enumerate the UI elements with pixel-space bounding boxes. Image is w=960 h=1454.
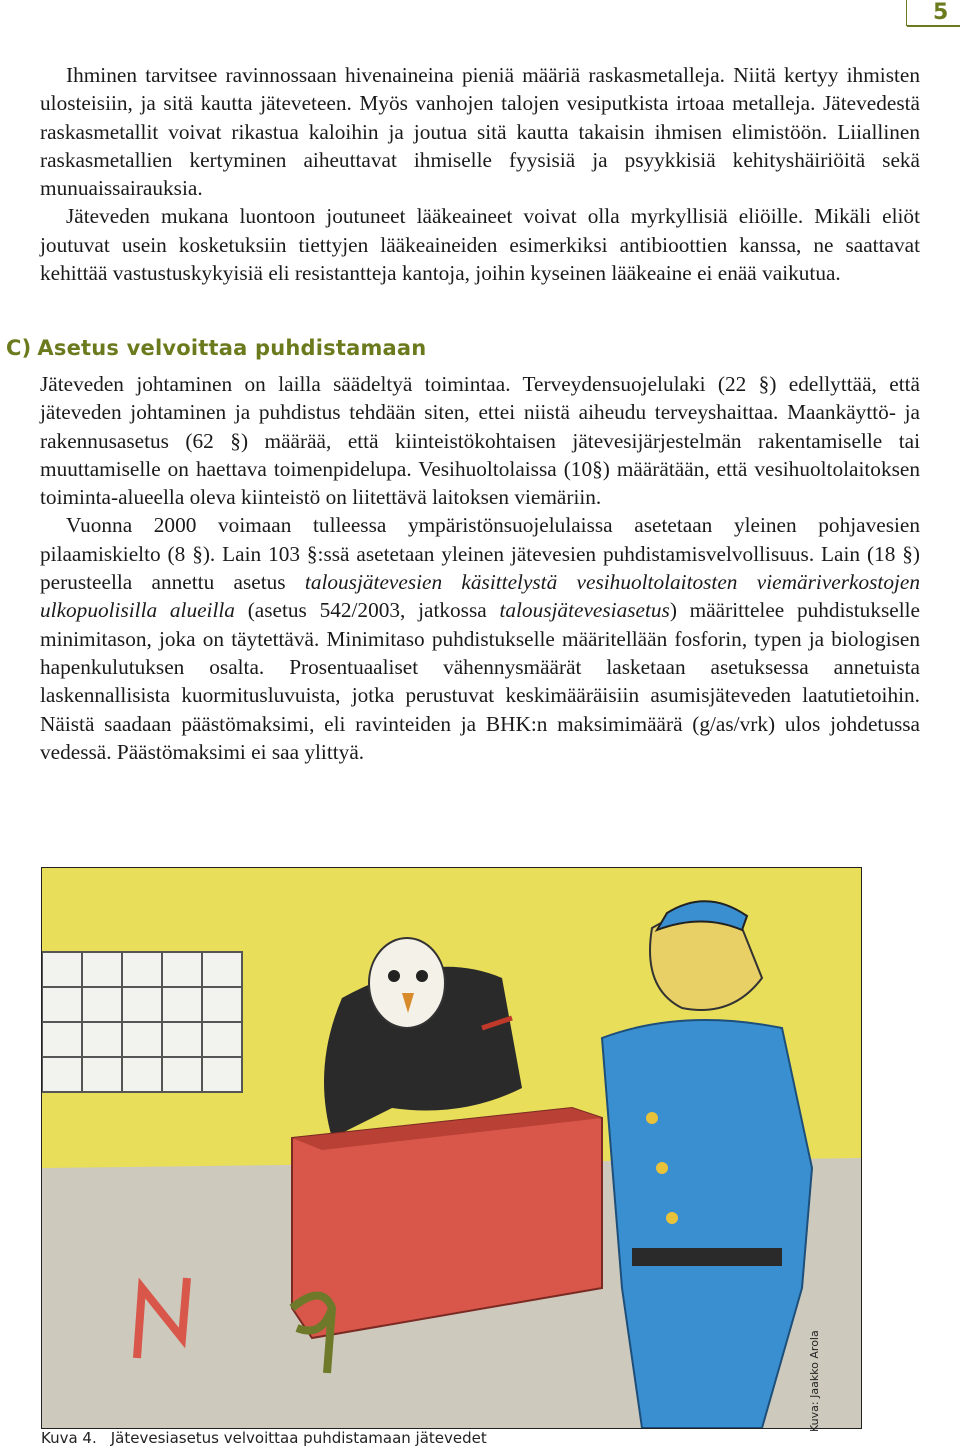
decree-text-b: (asetus 542/2003, jatkossa xyxy=(234,598,500,623)
courtroom-drawing xyxy=(42,868,861,1428)
figure-caption xyxy=(41,1429,487,1447)
photo-credit: Kuva: Jaakko Arola xyxy=(808,1330,821,1432)
decree-short-name-italic: talousjätevesiasetus xyxy=(499,598,670,623)
section-letter: C) xyxy=(6,336,32,360)
section-title: Asetus velvoittaa puhdistamaan xyxy=(37,336,427,360)
caption-label: Kuva 4. xyxy=(41,1429,97,1447)
page-number: 5 xyxy=(906,0,960,26)
paragraph-decree xyxy=(40,511,920,766)
paragraph-laws: Jäteveden johtaminen on lailla säädeltyä toimintaa. Terveydensuojelulaki (22 §) edellyttää, että jäteveden johtaminen ja puhdistus tehdään siten, ettei niistä aiheudu terveyshaittaa. Maankäyttö- ja rakennusasetus (62 §) määrää, että kiinteistökohtaisen jätevesijärjestelmän rakentamiselle tai muuttamiselle on haettava toimenpidelupa. Vesihuoltolaissa (10§) määrätään, että vesihuoltolaitoksen toiminta-alueella oleva kiinteistö on liitettävä laitoksen viemäriin. xyxy=(40,372,920,510)
caption-text: Jätevesiasetus velvoittaa puhdistamaan jätevedet xyxy=(110,1429,487,1447)
decree-text-c: ) määrittelee puhdistukselle minimitason, joka on täytettävä. Minimitaso puhdistukselle määritellään fosforin, typen ja biologisen hapenkulutuksen osalta. Prosentuaaliset vähennysmäärät lasketaan asetuksessa annetuista laskennallisista kuormitusluvuista, jotka perustuvat keskimääräisiin asumisjäteveden laatutietoihin. Näistä saadaan päästömaksimi, eli ravinteiden ja BHK:n maksimimäärä (g/as/vrk) ulos johdetussa vedessä. Päästömaksimi ei saa ylittyä. xyxy=(40,598,921,764)
decree-title-italic: talousjätevesien käsittelystä vesihuoltolaitosten viemäriverkostojen ulkopuolisilla alueilla xyxy=(40,570,920,623)
paragraph-heavy-metals: Ihminen tarvitsee ravinnossaan hivenaineina pieniä määriä raskasmetalleja. Niitä kertyy ihmisten ulosteisiin, ja sitä kautta jäteveteen. Myös vanhojen talojen vesiputkista irtoaa metalleja. Jätevedestä raskasmetallit voivat rikastua kaloihin ja joutua sitä kautta takaisin ihmisen elimistöön. Liiallinen raskasmetallien kertyminen aiheuttavat ihmiselle fyysisiä ja psyykkisiä kehityshäiriöitä sekä munuaissairauksia. xyxy=(40,63,920,201)
decree-text-a: Vuonna 2000 voimaan tulleessa ympäristönsuojelulaissa asetetaan yleinen pohjavesien pilaamiskielto (8 §). Lain 103 §:ssä asetetaan yleinen jätevesien puhdistamisvelvollisuus. Lain (18 §) perusteella annettu asetus xyxy=(40,513,920,595)
regulation-section xyxy=(40,370,920,766)
window-grid xyxy=(42,952,242,1092)
illustration xyxy=(41,867,862,1429)
section-heading xyxy=(6,336,426,360)
intro-section xyxy=(40,61,920,287)
paragraph-medicines: Jäteveden mukana luontoon joutuneet lääkeaineet voivat olla myrkyllisiä eliöille. Mikäli eliöt joutuvat usein kosketuksiin tiettyjen lääkeaineiden esimerkiksi antibioottien kanssa, ne saattavat kehittää vastustuskykyisiä eli resistantteja kantoja, joihin kyseinen lääkeaine ei enää vaikutua. xyxy=(40,204,920,286)
